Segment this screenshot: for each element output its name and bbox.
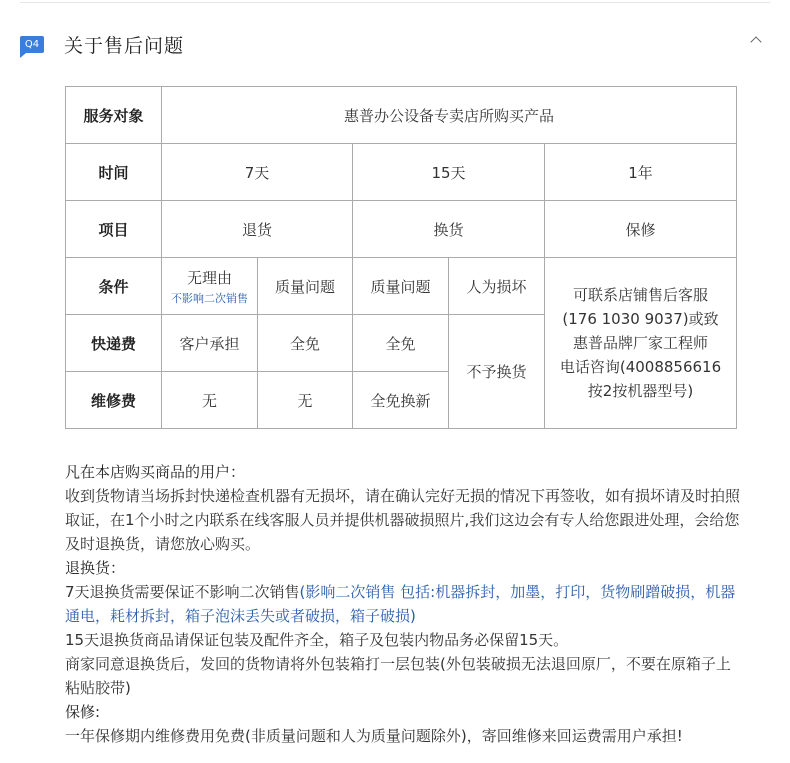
top-divider xyxy=(20,2,770,3)
section-title: 关于售后问题 xyxy=(64,35,185,57)
exchange-paragraph-1 xyxy=(65,580,745,628)
warranty-heading: 保修: xyxy=(65,703,101,721)
condition-quality-return: 质量问题 xyxy=(258,258,353,315)
exchange-body-1-highlight: (影响二次销售 包括:机器拆封，加墨，打印，货物刷蹭破损，机器通电，耗材拆封，箱子泡沫丢失或者破损，箱子破损) xyxy=(65,583,736,625)
condition-no-reason-text: 无理由 xyxy=(186,268,232,287)
no-exchange: 不予换货 xyxy=(449,315,545,429)
chevron-up-icon[interactable] xyxy=(750,36,761,47)
table-row xyxy=(66,144,737,201)
time-7-days: 7天 xyxy=(162,144,353,201)
warranty-body: 一年保修期内维修费用免费(非质量问题和人为质量问题除外)，寄回维修来回运费需用户承担! xyxy=(65,727,683,745)
condition-no-reason-note: 不影响二次销售 xyxy=(171,291,248,305)
item-exchange: 换货 xyxy=(353,201,545,258)
after-sales-policy-table xyxy=(65,86,737,429)
shipping-customer: 客户承担 xyxy=(162,315,258,372)
repair-label: 维修费 xyxy=(66,372,162,429)
faq-section-header[interactable] xyxy=(20,30,770,62)
condition-quality-exchange: 质量问题 xyxy=(353,258,449,315)
time-1-year: 1年 xyxy=(545,144,737,201)
time-label: 时间 xyxy=(66,144,162,201)
contact-line: 电话咨询(4008856616 xyxy=(559,358,722,376)
repair-none-1: 无 xyxy=(162,372,258,429)
item-label: 项目 xyxy=(66,201,162,258)
repair-free-new: 全免换新 xyxy=(353,372,449,429)
condition-label: 条件 xyxy=(66,258,162,315)
shipping-free-return: 全免 xyxy=(258,315,353,372)
time-15-days: 15天 xyxy=(353,144,545,201)
shipping-label: 快递费 xyxy=(66,315,162,372)
repair-none-2: 无 xyxy=(258,372,353,429)
exchange-body-3: 商家同意退换货后，发回的货物请将外包装箱打一层包装(外包装破损无法退回原厂，不要在原箱子上粘贴胶带) xyxy=(65,655,731,697)
shipping-free-exchange: 全免 xyxy=(353,315,449,372)
warranty-contact xyxy=(545,258,737,429)
contact-line: 按2按机器型号) xyxy=(587,382,694,400)
after-sales-notes xyxy=(65,460,745,748)
table-row xyxy=(66,258,737,315)
service-value: 惠普办公设备专卖店所购买产品 xyxy=(162,87,737,144)
exchange-heading: 退换货： xyxy=(65,559,126,577)
question-badge: Q4 xyxy=(20,36,44,53)
table-row xyxy=(66,201,737,258)
item-warranty: 保修 xyxy=(545,201,737,258)
service-label: 服务对象 xyxy=(66,87,162,144)
exchange-body-2: 15天退换货商品请保证包装及配件齐全，箱子及包装内物品务必保留15天。 xyxy=(65,631,569,649)
users-body: 收到货物请当场拆封快递检查机器有无损坏，请在确认完好无损的情况下再签收，如有损坏请及时拍照取证，在1个小时之内联系在线客服人员并提供机器破损照片,我们这边会有专人给您跟进处理，会给您及时退换货，请您放心购买。 xyxy=(65,487,741,553)
condition-no-reason xyxy=(162,258,258,315)
table-row xyxy=(66,87,737,144)
condition-human-damage: 人为损坏 xyxy=(449,258,545,315)
contact-line: (176 1030 9037)或致 xyxy=(562,310,719,328)
contact-line: 可联系店铺售后客服 xyxy=(572,286,708,304)
contact-line: 惠普品牌厂家工程师 xyxy=(572,334,708,352)
users-heading: 凡在本店购买商品的用户： xyxy=(65,463,246,481)
item-return: 退货 xyxy=(162,201,353,258)
exchange-body-1: 7天退换货需要保证不影响二次销售 xyxy=(65,583,300,601)
